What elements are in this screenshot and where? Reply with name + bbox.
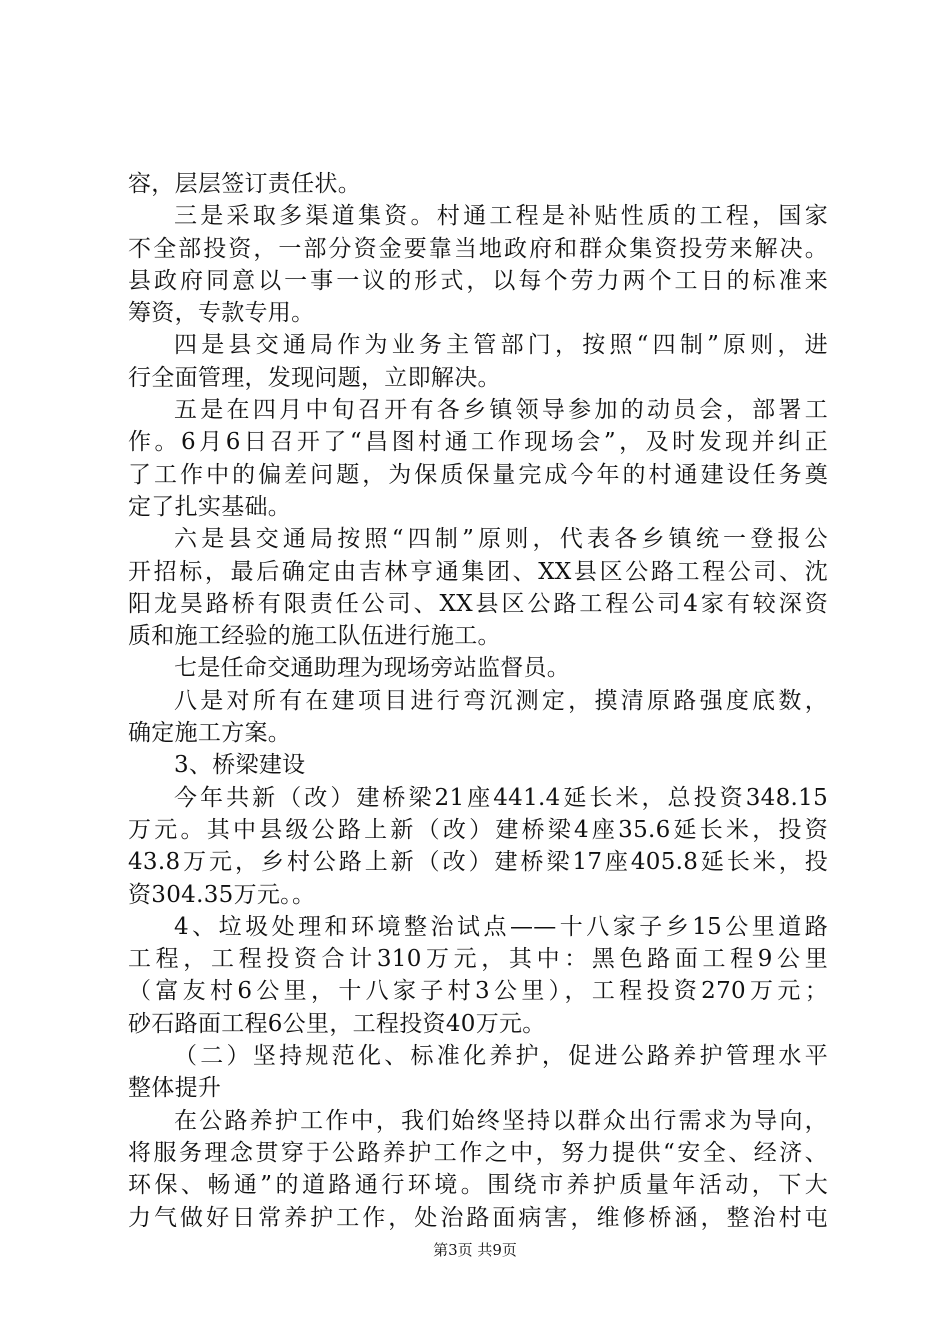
text-line: 三是采取多渠道集资。村通工程是补贴性质的工程，国家 [174, 203, 828, 230]
text-line: 质和施工经验的施工队伍进行施工。 [128, 623, 501, 650]
text-line: 4、垃圾处理和环境整治试点——十八家子乡15公里道路 [174, 913, 828, 940]
text-line: 资304.35万元。。 [128, 881, 316, 908]
text-line: 力气做好日常养护工作，处治路面病害，维修桥涵，整治村屯 [128, 1204, 828, 1231]
text-line: 确定施工方案。 [128, 720, 292, 747]
text-line: （富友村6公里，十八家子村3公里），工程投资270万元； [128, 978, 828, 1005]
text-line: 八是对所有在建项目进行弯沉测定，摸清原路强度底数， [174, 687, 828, 714]
text-line: 定了扎实基础。 [128, 493, 292, 520]
text-line: 容，层层签订责任状。 [128, 171, 361, 197]
text-line: （二）坚持规范化、标准化养护，促进公路养护管理水平 [174, 1043, 828, 1070]
text-line: 43.8万元，乡村公路上新（改）建桥梁17座405.8延长米，投 [128, 849, 828, 876]
text-line: 县政府同意以一事一议的形式，以每个劳力两个工日的标准来 [128, 267, 828, 294]
text-line: 万元。其中县级公路上新（改）建桥梁4座35.6延长米，投资 [128, 816, 828, 843]
text-line: 作。6月6日召开了“昌图村通工作现场会”，及时发现并纠正 [128, 429, 828, 456]
text-line: 在公路养护工作中，我们始终坚持以群众出行需求为导向， [174, 1107, 828, 1134]
text-line: 不全部投资，一部分资金要靠当地政府和群众集资投劳来解决。 [128, 235, 828, 262]
text-line: 整体提升 [128, 1075, 222, 1102]
text-line: 环保、畅通”的道路通行环境。围绕市养护质量年活动，下大 [128, 1172, 828, 1199]
document-body [128, 168, 828, 1234]
text-line: 筹资，专款专用。 [128, 300, 315, 327]
text-line: 3、桥梁建设 [174, 752, 306, 779]
text-line: 砂石路面工程6公里，工程投资40万元。 [128, 1010, 546, 1037]
text-line: 五是在四月中旬召开有各乡镇领导参加的动员会，部署工 [174, 397, 828, 424]
page-footer: 第3页 共9页 [433, 1241, 517, 1259]
text-line: 工程，工程投资合计310万元，其中：黑色路面工程9公里 [128, 946, 828, 973]
text-line: 行全面管理，发现问题，立即解决。 [128, 364, 501, 391]
text-line: 七是任命交通助理为现场旁站监督员。 [174, 655, 571, 682]
text-line: 了工作中的偏差问题，为保质保量完成今年的村通建设任务奠 [128, 461, 828, 488]
text-line: 四是县交通局作为业务主管部门，按照“四制”原则，进 [174, 332, 828, 359]
text-line: 今年共新（改）建桥梁21座441.4延长米，总投资348.15 [174, 784, 828, 811]
text-line: 六是县交通局按照“四制”原则，代表各乡镇统一登报公 [174, 526, 828, 553]
text-line: 将服务理念贯穿于公路养护工作之中，努力提供“安全、经济、 [128, 1139, 828, 1166]
text-line: 开招标，最后确定由吉林亨通集团、XX县区公路工程公司、沈 [128, 558, 828, 585]
text-line: 阳龙昊路桥有限责任公司、XX县区公路工程公司4家有较深资 [128, 590, 828, 617]
